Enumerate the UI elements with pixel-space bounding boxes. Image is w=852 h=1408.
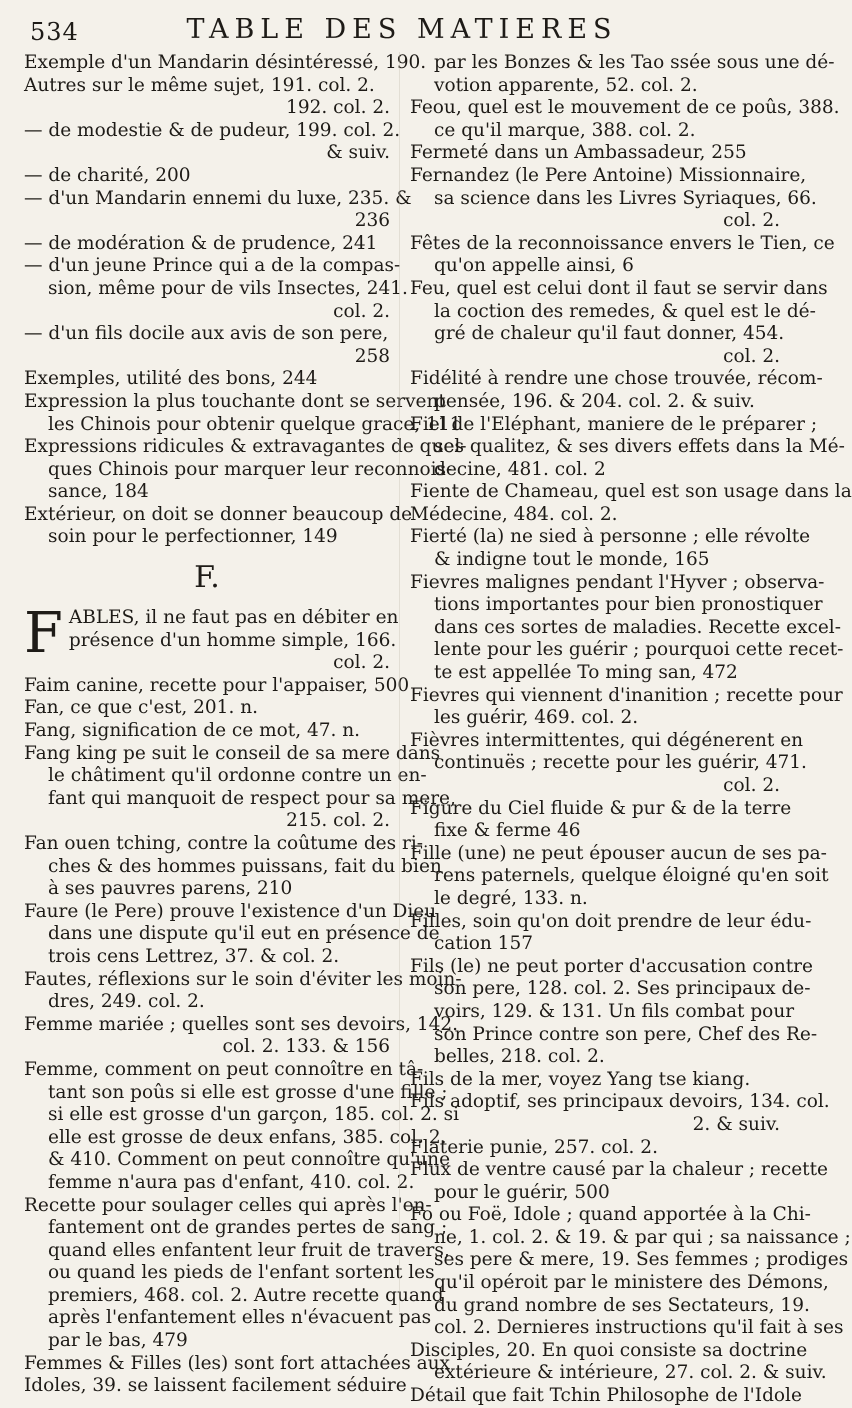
index-line: Femme mariée ; quelles sont ses devoirs, 142.	[24, 1013, 459, 1035]
index-line: 2. & suiv.	[692, 1113, 780, 1135]
index-line: son Prince contre son pere, Chef des Re-	[434, 1023, 818, 1045]
index-line: ce qu'il marque, 388. col. 2.	[434, 119, 696, 141]
right-column	[410, 52, 852, 1408]
index-line: — d'un jeune Prince qui a de la compas-	[24, 255, 401, 277]
index-line: col. 2. Dernieres instructions qu'il fait à ses	[434, 1317, 844, 1339]
index-line: 215. col. 2.	[286, 810, 390, 832]
index-line: à ses pauvres parens, 210	[48, 878, 293, 900]
index-line: après l'enfantement elles n'évacuent pas	[48, 1307, 432, 1329]
index-line: Fang, signification de ce mot, 47. n.	[24, 720, 361, 742]
index-line: Flux de ventre causé par la chaleur ; recette	[410, 1159, 828, 1181]
index-line: Médecine, 484. col. 2.	[410, 503, 618, 525]
index-line: 236	[354, 210, 390, 232]
index-line: sance, 184	[48, 481, 149, 503]
index-line: les guérir, 469. col. 2.	[434, 707, 639, 729]
index-line: & suiv.	[326, 142, 390, 164]
index-line: ches & des hommes puissans, fait du bien	[48, 855, 442, 877]
index-line: Femmes & Filles (les) sont fort attachées aux	[24, 1352, 450, 1374]
index-line: Expression la plus touchante dont se servent	[24, 390, 446, 412]
index-line: votion apparente, 52. col. 2.	[434, 74, 698, 96]
index-line: sion, même pour de vils Insectes, 241.	[48, 277, 408, 299]
index-line: ques Chinois pour marquer leur reconnois-	[48, 458, 453, 480]
index-line: rens paternels, quelque éloigné qu'en soit	[434, 865, 829, 887]
index-line: — de charité, 200	[24, 164, 191, 186]
index-line: Feou, quel est le mouvement de ce poûs, 388.	[410, 97, 840, 119]
index-line: & 410. Comment on peut connoître qu'une	[48, 1149, 451, 1171]
index-line: Fêtes de la reconnoissance envers le Tien, ce	[410, 232, 835, 254]
drop-cap: F	[24, 601, 63, 667]
index-line: & indigne tout le monde, 165	[434, 549, 710, 571]
index-line: Flaterie punie, 257. col. 2.	[410, 1136, 658, 1158]
running-title: TABLE DES MATIERES	[186, 14, 618, 45]
index-line: le degré, 133. n.	[434, 887, 588, 909]
index-line: Fan, ce que c'est, 201. n.	[24, 697, 259, 719]
index-line: Filles, soin qu'on doit prendre de leur édu-	[410, 910, 812, 932]
index-line: Fidélité à rendre une chose trouvée, récom-	[410, 368, 823, 390]
index-line: Fan ouen tching, contre la coûtume des ri-	[24, 833, 424, 854]
index-line: qu'il opéroit par le ministere des Démons,	[434, 1272, 829, 1294]
index-line: gré de chaleur qu'il faut donner, 454.	[434, 323, 785, 345]
index-line: col. 2.	[723, 210, 780, 232]
index-line: — d'un fils docile aux avis de son pere,	[24, 323, 389, 345]
index-line: son pere, 128. col. 2. Ses principaux de-	[434, 978, 811, 1000]
index-line: Fiente de Chameau, quel est son usage dans la	[410, 481, 852, 503]
index-line: tant son poûs si elle est grosse d'une fille ;	[48, 1081, 448, 1103]
column-gutter	[399, 52, 400, 1312]
index-line: decine, 481. col. 2	[434, 458, 606, 480]
index-line: voirs, 129. & 131. Un fils combat pour	[434, 1000, 795, 1022]
index-line: fantement ont de grandes pertes de sang ;	[48, 1217, 448, 1239]
index-line: fant qui manquoit de respect pour sa mere,	[48, 787, 456, 809]
index-line: Fils de la mer, voyez Yang tse kiang.	[410, 1068, 751, 1090]
index-line: tions importantes pour bien pronostiquer	[434, 594, 823, 616]
index-line: soin pour le perfectionner, 149	[48, 526, 338, 548]
index-line: par le bas, 479	[48, 1330, 188, 1352]
index-line: dans une dispute qu'il eut en présence de	[48, 923, 440, 945]
index-line: Recette pour soulager celles qui après l'en-	[24, 1194, 432, 1216]
index-line: ne, 1. col. 2. & 19. & par qui ; sa naissance ;	[434, 1226, 851, 1248]
index-line: Feu, quel est celui dont il faut se servir dans	[410, 277, 828, 299]
page-number: 534	[30, 18, 79, 46]
index-line: 192. col. 2.	[286, 97, 390, 119]
index-line: Fièvres intermittentes, qui dégénerent en	[410, 729, 804, 751]
index-line: — de modestie & de pudeur, 199. col. 2.	[24, 119, 401, 141]
index-line: ses pere & mere, 19. Ses femmes ; prodiges	[434, 1249, 849, 1271]
index-line: 258	[354, 345, 390, 367]
index-line: femme n'aura pas d'enfant, 410. col. 2.	[48, 1171, 415, 1193]
index-line: la coction des remedes, & quel est le dé-	[434, 300, 816, 322]
index-line: — de modération & de prudence, 241	[24, 232, 378, 254]
index-line: col. 2.	[723, 345, 780, 367]
index-line: ses qualitez, & ses divers effets dans la Mé-	[434, 436, 845, 458]
index-line: qu'on appelle ainsi, 6	[434, 255, 634, 277]
index-line: Extérieur, on doit se donner beaucoup de	[24, 503, 413, 525]
index-line: les Chinois pour obtenir quelque grace, 111	[48, 413, 462, 435]
index-line: quand elles enfantent leur fruit de travers,	[48, 1239, 450, 1261]
index-line: trois cens Lettrez, 37. & col. 2.	[48, 945, 340, 967]
index-line: Fermeté dans un Ambassadeur, 255	[410, 142, 747, 164]
index-line: Exemple d'un Mandarin désintéressé, 190.	[24, 52, 427, 73]
index-line: Faim canine, recette pour l'appaiser, 500	[24, 674, 410, 696]
index-line: Fo ou Foë, Idole ; quand apportée à la Chi-	[410, 1204, 811, 1226]
index-line: Fievres malignes pendant l'Hyver ; observa-	[410, 571, 825, 593]
page-header	[22, 14, 782, 48]
index-line: ou quand les pieds de l'enfant sortent les	[48, 1262, 435, 1284]
index-line: Fierté (la) ne sied à personne ; elle révolte	[410, 526, 811, 548]
index-line: présence d'un homme simple, 166.	[68, 629, 397, 651]
index-line: — d'un Mandarin ennemi du luxe, 235. &	[24, 187, 412, 209]
index-line: col. 2.	[723, 775, 780, 796]
index-line: Fernandez (le Pere Antoine) Missionnaire,	[410, 164, 807, 186]
index-line: du grand nombre de ses Sectateurs, 19.	[434, 1294, 810, 1316]
index-line: Figure du Ciel fluide & pur & de la terre	[410, 797, 792, 819]
index-line: pour le guérir, 500	[434, 1181, 610, 1203]
index-line: Fils (le) ne peut porter d'accusation contre	[410, 955, 813, 977]
index-line: Fang king pe suit le conseil de sa mere dans	[24, 742, 441, 764]
index-line: col. 2. 133. & 156	[222, 1036, 390, 1058]
left-entries-after-heading	[24, 601, 462, 1398]
index-line: Fievres qui viennent d'inanition ; recette pour	[410, 684, 843, 706]
left-entries	[24, 52, 467, 549]
index-line: cation 157	[434, 933, 533, 955]
index-line: belles, 218. col. 2.	[434, 1046, 605, 1068]
index-line: sa science dans les Livres Syriaques, 66.	[434, 187, 817, 209]
right-entries	[410, 52, 852, 1408]
index-line: si elle est grosse d'un garçon, 185. col. 2. si	[48, 1104, 460, 1126]
index-line: le châtiment qu'il ordonne contre un en-	[48, 765, 427, 787]
index-line: extérieure & intérieure, 27. col. 2. & suiv.	[434, 1362, 827, 1384]
index-line: te est appellée To ming san, 472	[434, 662, 738, 684]
index-line: Idoles, 39. se laissent facilement séduire	[24, 1375, 407, 1397]
index-line: Détail que fait Tchin Philosophe de l'Idole	[410, 1385, 802, 1407]
index-line: dres, 249. col. 2.	[48, 991, 205, 1013]
index-line: continuës ; recette pour les guérir, 471.	[434, 752, 807, 774]
index-line: par les Bonzes & les Tao ssée sous une dé-	[434, 52, 835, 73]
index-line: Femme, comment on peut connoître en tâ-	[24, 1058, 424, 1080]
index-line: Fautes, réflexions sur le soin d'éviter les moin-	[24, 968, 462, 990]
index-line: Autres sur le même sujet, 191. col. 2.	[24, 74, 375, 96]
index-line: pensée, 196. & 204. col. 2. & suiv.	[434, 390, 755, 412]
index-line: col. 2.	[333, 652, 390, 674]
index-line: Exemples, utilité des bons, 244	[24, 368, 318, 390]
index-line: ABLES, il ne faut pas en débiter en	[68, 607, 399, 629]
index-line: Expressions ridicules & extravagantes de quel-	[24, 436, 467, 458]
index-line: premiers, 468. col. 2. Autre recette quand	[48, 1284, 444, 1306]
index-line: Disciples, 20. En quoi consiste sa doctrine	[410, 1339, 808, 1361]
index-line: dans ces sortes de maladies. Recette excel-	[434, 616, 841, 638]
index-line: fixe & ferme 46	[434, 820, 581, 842]
index-line: Fille (une) ne peut épouser aucun de ses pa-	[410, 842, 827, 864]
section-heading: F.	[194, 560, 220, 596]
index-line: elle est grosse de deux enfans, 385. col. 2.	[48, 1126, 447, 1148]
left-column	[24, 52, 467, 1398]
index-line: col. 2.	[333, 300, 390, 322]
index-line: lente pour les guérir ; pourquoi cette recet-	[434, 639, 844, 661]
index-line: Faure (le Pere) prouve l'existence d'un Dieu	[24, 900, 437, 922]
index-line: Fils adoptif, ses principaux devoirs, 134. col.	[410, 1091, 830, 1113]
index-line: Fiel de l'Eléphant, maniere de le préparer ;	[410, 413, 818, 435]
section-opening	[24, 601, 462, 1398]
